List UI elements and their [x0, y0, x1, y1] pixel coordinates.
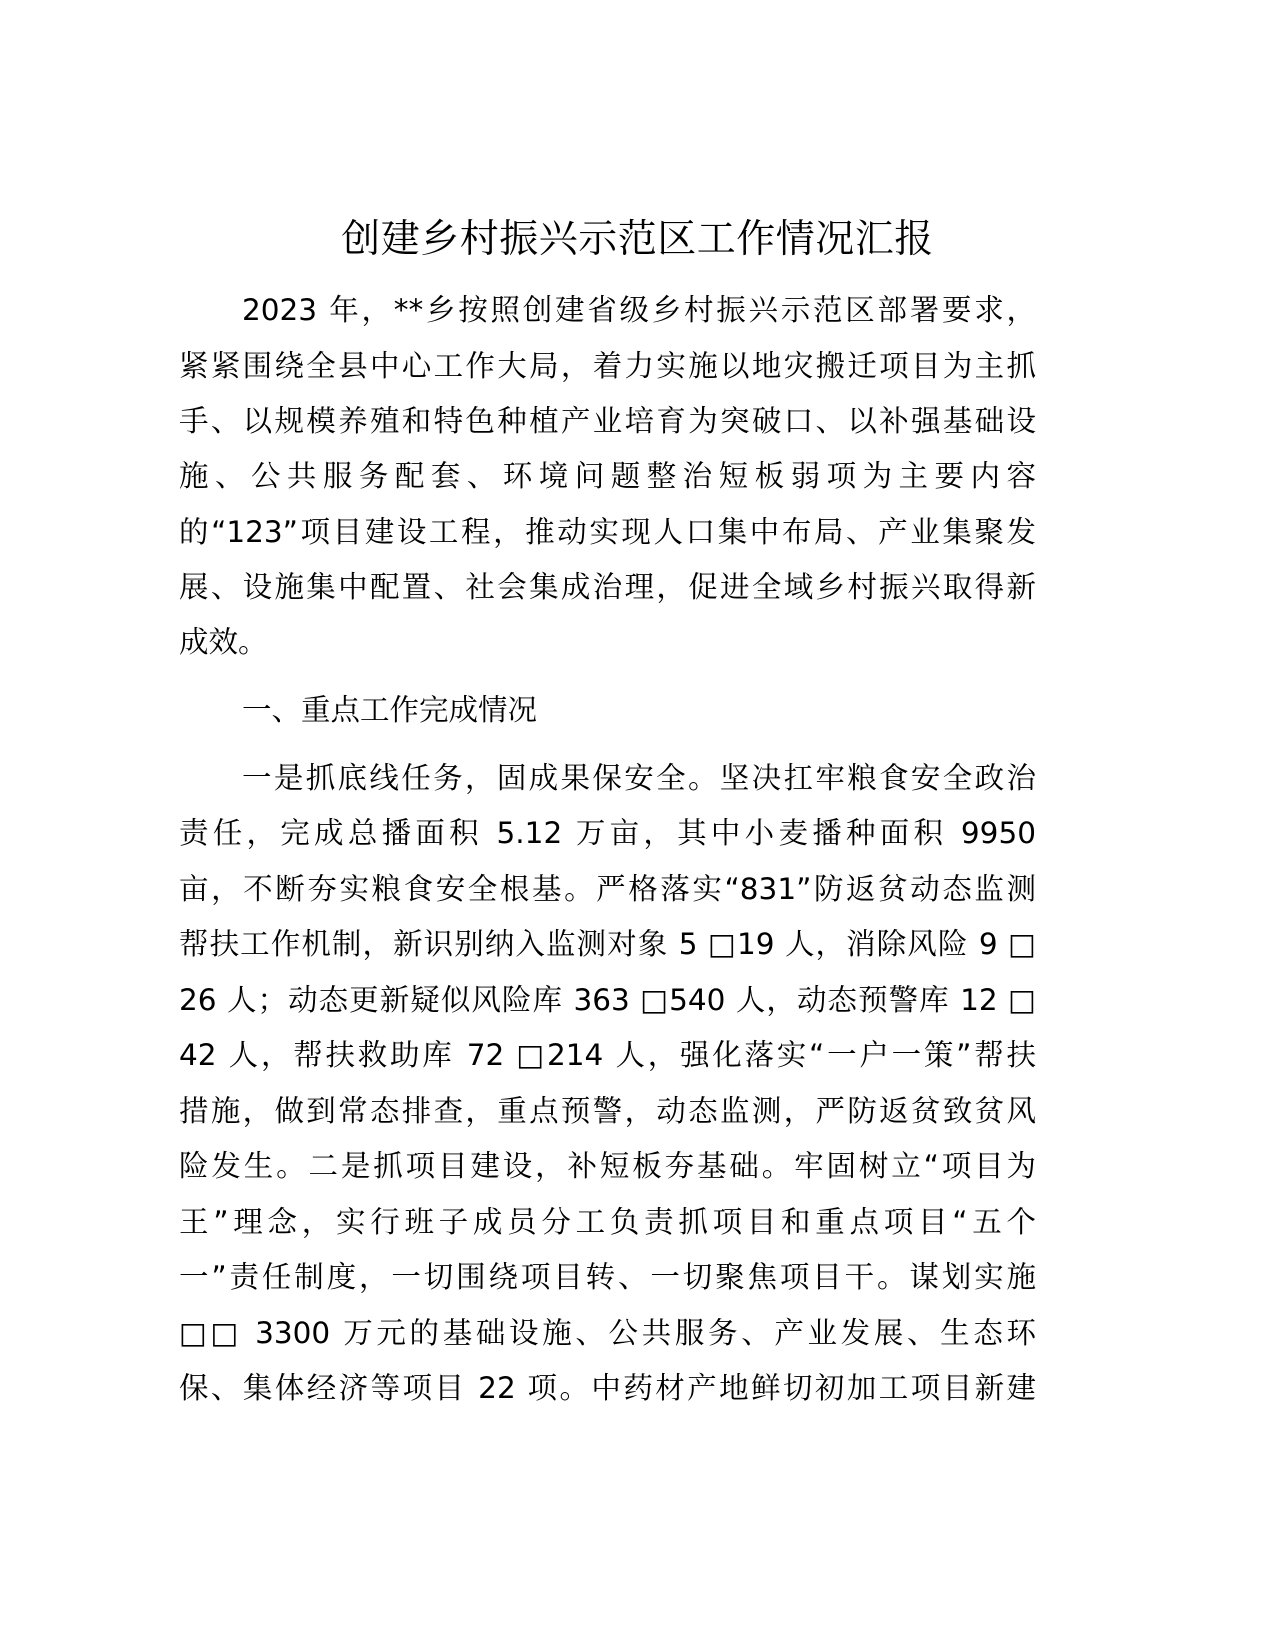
paragraph-line: 展、设施集中配置、社会集成治理，促进全域乡村振兴取得新: [179, 570, 1036, 604]
paragraph-line: 一”责任制度，一切围绕项目转、一切聚焦项目干。谋划实施: [179, 1260, 1036, 1294]
paragraph-line: 险发生。二是抓项目建设，补短板夯基础。牢固树立“项目为: [179, 1149, 1036, 1183]
document-title: 创建乡村振兴示范区工作情况汇报: [341, 217, 934, 262]
paragraph-line: □□ 3300 万元的基础设施、公共服务、产业发展、生态环: [179, 1316, 1036, 1350]
paragraph-line: 的“123”项目建设工程，推动实现人口集中布局、产业集聚发: [179, 515, 1036, 549]
paragraph-line: 成效。: [179, 625, 268, 659]
paragraph-line: 帮扶工作机制，新识别纳入监测对象 5 □19 人，消除风险 9 □: [179, 927, 1036, 961]
paragraph-line: 42 人，帮扶救助库 72 □214 人，强化落实“一户一策”帮扶: [179, 1038, 1036, 1072]
paragraph-line: 保、集体经济等项目 22 项。中药材产地鲜切初加工项目新建: [179, 1371, 1036, 1405]
section-heading: 一、重点工作完成情况: [242, 693, 538, 727]
paragraph-line: 26 人；动态更新疑似风险库 363 □540 人，动态预警库 12 □: [179, 983, 1036, 1017]
paragraph-line: 责任，完成总播面积 5.12 万亩，其中小麦播种面积 9950: [179, 816, 1036, 850]
paragraph-line: 2023 年，**乡按照创建省级乡村振兴示范区部署要求，: [242, 293, 1036, 327]
paragraph-line: 王”理念，实行班子成员分工负责抓项目和重点项目“五个: [179, 1205, 1036, 1239]
paragraph-line: 一是抓底线任务，固成果保安全。坚决扛牢粮食安全政治: [242, 761, 1036, 795]
paragraph-line: 施、公共服务配套、环境问题整治短板弱项为主要内容: [179, 459, 1036, 493]
paragraph-line: 亩，不断夯实粮食安全根基。严格落实“831”防返贫动态监测: [179, 872, 1036, 906]
paragraph-line: 手、以规模养殖和特色种植产业培育为突破口、以补强基础设: [179, 404, 1036, 438]
paragraph-line: 措施，做到常态排查，重点预警，动态监测，严防返贫致贫风: [179, 1094, 1036, 1128]
paragraph-line: 紧紧围绕全县中心工作大局，着力实施以地灾搬迁项目为主抓: [179, 349, 1036, 383]
